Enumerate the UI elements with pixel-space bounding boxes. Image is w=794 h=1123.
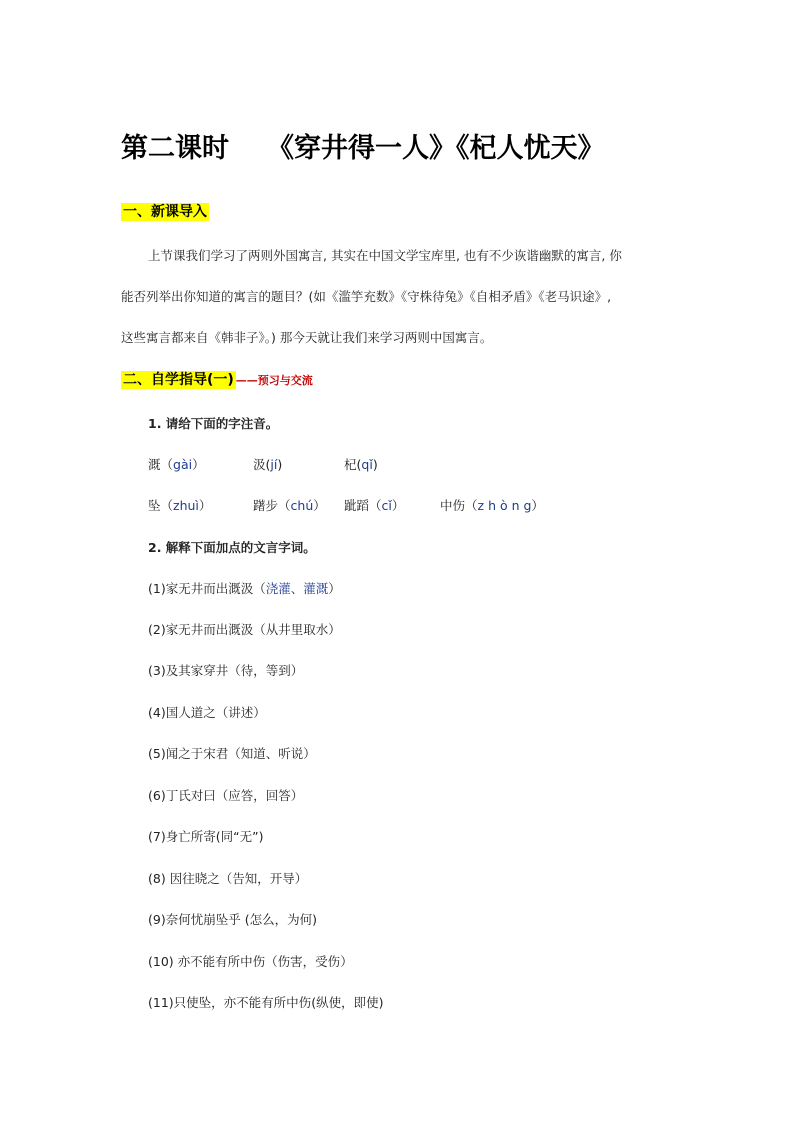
pinyin-item: 跐蹈（cǐ） [344, 498, 405, 513]
section-heading-2-paren: (一) [207, 372, 234, 388]
section-heading-2 [121, 369, 313, 389]
section-heading-2-sub: ——预习与交流 [235, 374, 313, 387]
pinyin-item: 杞(qǐ) [344, 457, 378, 472]
page-title [121, 126, 605, 165]
section-heading-2-text: 二、自学指导 [123, 372, 207, 388]
intro-line-2: 能否列举出你知道的寓言的题目？(如《滥竽充数》《守株待兔》《自相矛盾》《老马识途》, [121, 289, 612, 304]
lesson-label: 第二课时 [121, 133, 229, 164]
pinyin-item: 溉（gài） [148, 457, 205, 472]
gloss-item: (5)闻之于宋君（知道、听说） [148, 746, 316, 761]
pinyin-item: 汲(jí) [253, 457, 283, 472]
section-heading-1-text: 一、新课导入 [123, 204, 207, 220]
question-2-label: 2. 解释下面加点的文言字词。 [148, 540, 316, 555]
gloss-item: (7)身亡所寄(同“无”) [148, 829, 264, 844]
pinyin-item: 中伤（z h ò n g） [440, 498, 544, 513]
question-1-label: 1. 请给下面的字注音。 [148, 416, 279, 431]
intro-line-1: 上节课我们学习了两则外国寓言, 其实在中国文学宝库里, 也有不少诙谐幽默的寓言, 你 [148, 248, 622, 263]
gloss-item: (2)家无井而出溉汲（从井里取水） [148, 622, 341, 637]
gloss-item: (6)丁氏对曰（应答，回答） [148, 788, 304, 803]
gloss-item: (4)国人道之（讲述） [148, 705, 266, 720]
gloss-item: (3)及其家穿井（待，等到） [148, 663, 304, 678]
gloss-item: (9)奈何忧崩坠乎 (怎么，为何) [148, 912, 317, 927]
intro-line-3: 这些寓言都来自《韩非子》。) 那今天就让我们来学习两则中国寓言。 [121, 330, 493, 345]
pinyin-item: 坠（zhuì） [148, 498, 212, 513]
section-heading-1 [121, 201, 209, 221]
lesson-texts: 《穿井得一人》《杞人忧天》 [267, 133, 605, 164]
pinyin-item: 躇步（chú） [253, 498, 326, 513]
gloss-item: (8) 因往晓之（告知，开导） [148, 871, 308, 886]
gloss-item: (10) 亦不能有所中伤（伤害，受伤） [148, 954, 353, 969]
gloss-item: (1)家无井而出溉汲（浇灌、灌溉） [148, 581, 341, 596]
gloss-item: (11)只使坠，亦不能有所中伤(纵使，即使) [148, 995, 384, 1010]
